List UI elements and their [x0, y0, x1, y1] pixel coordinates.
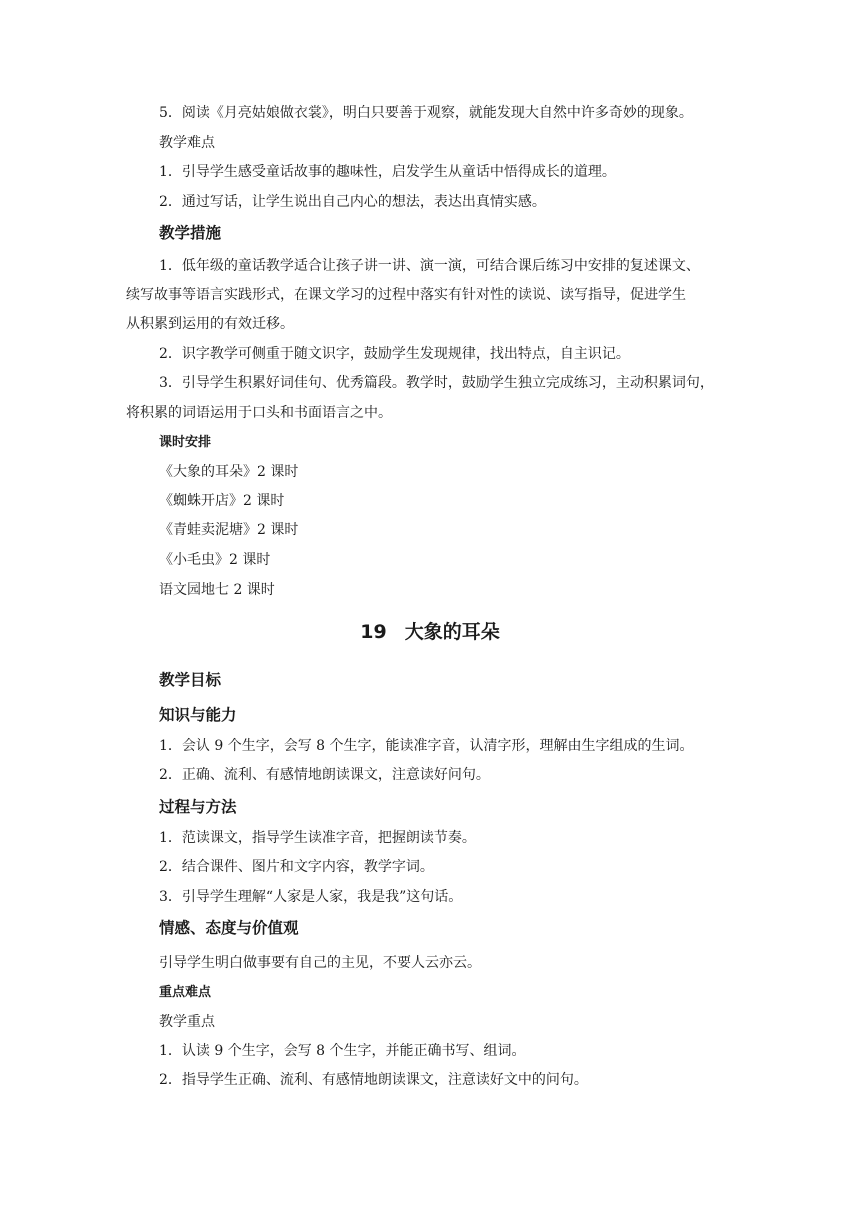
difficulty-item-1: 1．引导学生感受童话故事的趣味性，启发学生从童话中悟得成长的道理。 — [159, 164, 616, 180]
process-item-1: 1．范读课文，指导学生读准字音，把握朗读节奏。 — [159, 830, 476, 846]
goals-heading: 教学目标 — [159, 671, 222, 689]
goal-item-5: 5．阅读《月亮姑娘做衣裳》，明白只要善于观察，就能发现大自然中许多奇妙的现象。 — [159, 105, 693, 121]
lesson-name: 大象的耳朵 — [404, 621, 500, 643]
measures-p2: 2．识字教学可侧重于随文识字，鼓励学生发现规律，找出特点，自主识记。 — [159, 346, 630, 362]
knowledge-heading: 知识与能力 — [159, 706, 237, 724]
key-item-2: 2．指导学生正确、流利、有感情地朗读课文，注意读好文中的问句。 — [159, 1072, 588, 1088]
schedule-item: 《青蛙卖泥塘》2 课时 — [159, 522, 299, 538]
knowledge-item-2: 2．正确、流利、有感情地朗读课文，注意读好问句。 — [159, 767, 490, 783]
measures-heading: 教学措施 — [159, 224, 222, 242]
key-subheading: 教学重点 — [159, 1014, 215, 1030]
measures-p1-line1: 1．低年级的童话教学适合让孩子讲一讲、演一演，可结合课后练习中安排的复述课文、 — [159, 258, 700, 274]
lesson-title — [0, 619, 860, 645]
values-text: 引导学生明白做事要有自己的主见，不要人云亦云。 — [159, 955, 481, 971]
schedule-heading: 课时安排 — [159, 435, 212, 450]
process-heading: 过程与方法 — [159, 798, 237, 816]
difficulty-item-2: 2．通过写话，让学生说出自己内心的想法，表达出真情实感。 — [159, 194, 546, 210]
schedule-item: 《小毛虫》2 课时 — [159, 552, 271, 568]
measures-p3-line1: 3．引导学生积累好词佳句、优秀篇段。教学时，鼓励学生独立完成练习，主动积累词句， — [159, 375, 714, 391]
difficulty-heading: 教学难点 — [159, 135, 215, 151]
measures-p3-line2: 将积累的词语运用于口头和书面语言之中。 — [126, 405, 392, 421]
measures-p1-line3: 从积累到运用的有效迁移。 — [126, 316, 294, 332]
values-heading: 情感、态度与价值观 — [159, 919, 299, 937]
key-heading: 重点难点 — [159, 985, 212, 1000]
measures-p1-line2: 续写故事等语言实践形式，在课文学习的过程中落实有针对性的读说、读写指导，促进学生 — [126, 287, 686, 303]
process-item-2: 2．结合课件、图片和文字内容，教学字词。 — [159, 859, 434, 875]
lesson-number: 19 — [360, 621, 387, 643]
process-item-3: 3．引导学生理解“人家是人家，我是我”这句话。 — [159, 889, 463, 905]
key-item-1: 1．认读 9 个生字，会写 8 个生字，并能正确书写、组词。 — [159, 1043, 526, 1059]
schedule-item: 《蜘蛛开店》2 课时 — [159, 493, 285, 509]
knowledge-item-1: 1．会认 9 个生字，会写 8 个生字，能读准字音，认清字形，理解由生字组成的生词。 — [159, 738, 694, 754]
schedule-item: 《大象的耳朵》2 课时 — [159, 464, 299, 480]
schedule-item: 语文园地七 2 课时 — [159, 582, 275, 598]
